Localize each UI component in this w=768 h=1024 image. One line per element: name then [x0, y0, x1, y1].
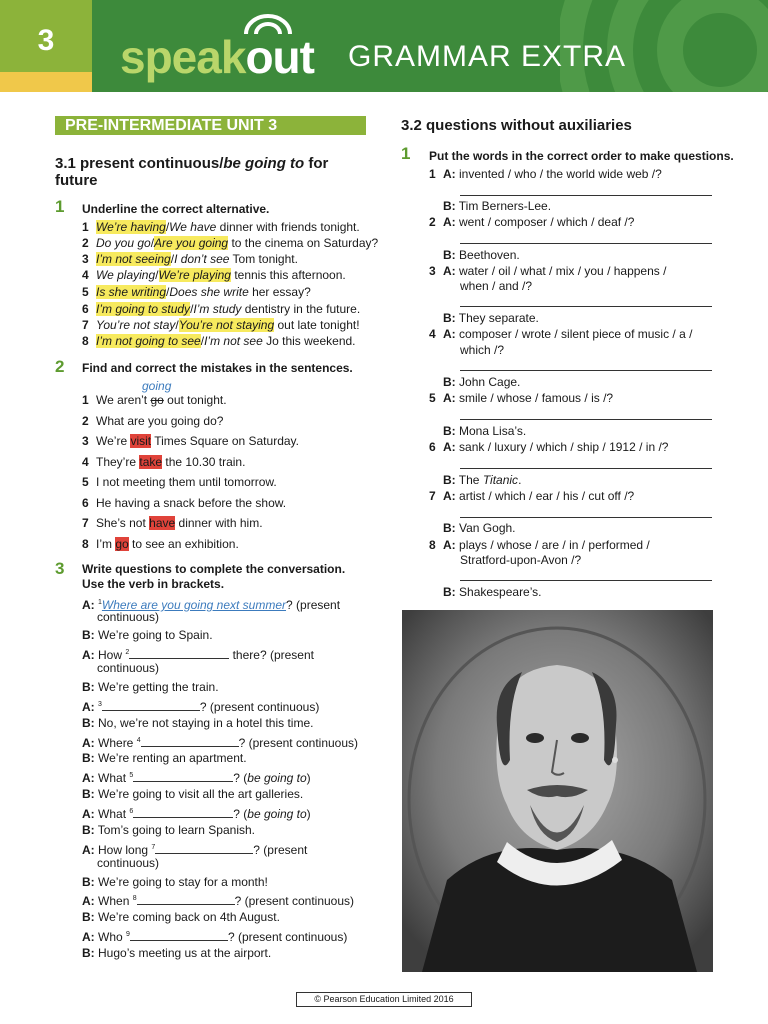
answer-item: B: Van Gogh. [443, 521, 516, 535]
exercise-3-2-1-number: 1 [401, 144, 411, 163]
exercise-1-number: 1 [55, 197, 65, 216]
question-item: 1 A: invented / who / the world wide web /? [429, 167, 662, 181]
dialogue-line: A: How $^2$ there? (present [82, 648, 314, 662]
answer-line[interactable] [460, 243, 712, 244]
question-item-cont: Stratford-upon-Avon /? [460, 553, 582, 567]
question-item: 8 A: plays / whose / are / in / performed / [429, 538, 650, 552]
answer-item: B: They separate. [443, 311, 539, 325]
question-item: 5 A: smile / whose / famous / is /? [429, 391, 614, 405]
dialogue-line: B: Tom’s going to learn Spanish. [82, 823, 256, 837]
question-item: 4 A: composer / wrote / silent piece of music / a / [429, 327, 693, 341]
dialogue-line: B: We’re coming back on 4th August. [82, 910, 280, 924]
dialogue-line: B: We’re going to stay for a month! [82, 875, 268, 889]
list-item: 6 I’m going to study/I’m study dentistry in the future. [82, 302, 361, 316]
unit-number-box [0, 0, 92, 92]
dialogue-line: A: Where $^4$ ? (present continuous) [82, 736, 359, 750]
exercise-3-number: 3 [55, 559, 65, 578]
answer-blank[interactable] [129, 647, 229, 659]
list-item: 7 She’s not have dinner with him. [82, 516, 263, 530]
speakout-logo [120, 30, 314, 84]
portrait-image [402, 610, 713, 972]
list-item: 7 You’re not stay/You’re not staying out late tonight! [82, 318, 360, 332]
answer-item: B: The Titanic. [443, 473, 522, 487]
answer-line[interactable] [460, 370, 712, 371]
answer-item: B: Beethoven. [443, 248, 520, 262]
answer-line[interactable] [460, 195, 712, 196]
unit-stripe [0, 72, 92, 92]
dialogue-line: B: No, we’re not staying in a hotel this time. [82, 716, 314, 730]
list-item: 1 We’re having/We have dinner with friends tonight. [82, 220, 360, 234]
dialogue-line: B: We’re getting the train. [82, 680, 219, 694]
shakespeare-portrait [402, 610, 713, 972]
question-item: 6 A: sank / luxury / which / ship / 1912 / in /? [429, 440, 669, 454]
answer-line[interactable] [460, 306, 712, 307]
logo-speak: speak [120, 31, 246, 83]
header-banner [0, 0, 768, 92]
answer-blank[interactable] [141, 735, 239, 747]
dialogue-line: A: $^3$ ? (present continuous) [82, 700, 320, 714]
list-item: 3 I’m not seeing/I don’t see Tom tonight. [82, 252, 298, 266]
dialogue-line-cont: continuous) [97, 661, 160, 675]
question-item: 7 A: artist / which / ear / his / cut off /? [429, 489, 635, 503]
answer-blank[interactable] [155, 842, 253, 854]
answer-line[interactable] [460, 517, 712, 518]
dialogue-line: A: Who $^9$ ? (present continuous) [82, 930, 348, 944]
dialogue-line: A: How long $^7$ ? (present [82, 843, 308, 857]
question-item: 2 A: went / composer / which / deaf /? [429, 215, 635, 229]
list-item: 5 I not meeting them until tomorrow. [82, 475, 277, 489]
dialogue-line-cont: continuous) [97, 610, 160, 624]
grammar-extra-title: GRAMMAR EXTRA [348, 40, 627, 73]
dialogue-line: A: $^1$Where are you going next summer? (present [82, 598, 341, 612]
dialogue-line: B: Hugo’s meeting us at the airport. [82, 946, 272, 960]
answer-item: B: John Cage. [443, 375, 521, 389]
section-3-1-heading: 3.1 present continuous/be going to for future [55, 155, 329, 189]
answer-blank[interactable] [133, 770, 233, 782]
dialogue-line: A: What $^5$ ? (be going to) [82, 771, 311, 785]
dialogue-line: A: What $^6$ ? (be going to) [82, 807, 311, 821]
exercise-2-number: 2 [55, 357, 65, 376]
question-item: 3 A: water / oil / what / mix / you / happens / [429, 264, 667, 278]
list-item: 8 I’m go to see an exhibition. [82, 537, 239, 551]
answer-blank[interactable] [137, 893, 235, 905]
unit-number: 3 [37, 24, 55, 57]
dialogue-line: B: We’re going to visit all the art galleries. [82, 787, 304, 801]
answer-line[interactable] [460, 580, 712, 581]
answer-item: B: Tim Berners-Lee. [443, 199, 552, 213]
list-item: 2 What are you going do? [82, 414, 224, 428]
exercise-3-2-1-instruction: Put the words in the correct order to make questions. [429, 149, 734, 163]
answer-line[interactable] [460, 419, 712, 420]
dialogue-line: B: We’re going to Spain. [82, 628, 213, 642]
answer-line[interactable] [460, 468, 712, 469]
exercise-1-instruction: Underline the correct alternative. [82, 202, 270, 216]
exercise-2-instruction: Find and correct the mistakes in the sentences. [82, 361, 353, 375]
list-item: 5 Is she writing/Does she write her essay? [82, 285, 311, 299]
dialogue-line-cont: continuous) [97, 856, 160, 870]
list-item: 3 We’re visit Times Square on Saturday. [82, 434, 299, 448]
answer-blank[interactable] [130, 929, 228, 941]
exercise-3-instruction: Write questions to complete the conversation. Use the verb in brackets. [82, 562, 346, 591]
list-item: 8 I’m not going to see/I’m not see Jo this weekend. [82, 334, 356, 348]
section-3-2-heading: 3.2 questions without auxiliaries [401, 117, 632, 134]
dialogue-line: B: We’re renting an apartment. [82, 751, 247, 765]
answer-item: B: Shakespeare’s. [443, 585, 542, 599]
answer-blank[interactable] [102, 699, 200, 711]
answer-blank[interactable] [133, 806, 233, 818]
dialogue-line: A: When $^8$ ? (present continuous) [82, 894, 355, 908]
list-item: 1 We aren’t go out tonight. [82, 393, 227, 407]
unit-heading: PRE-INTERMEDIATE UNIT 3 [55, 116, 366, 135]
correction-note: going [142, 379, 172, 393]
question-item-cont: which /? [460, 343, 505, 357]
list-item: 2 Do you go/Are you going to the cinema on Saturday? [82, 236, 379, 250]
answer-item: B: Mona Lisa’s. [443, 424, 527, 438]
list-item: 4 We playing/We’re playing tennis this afternoon. [82, 268, 346, 282]
list-item: 6 He having a snack before the show. [82, 496, 287, 510]
question-item-cont: when / and /? [460, 279, 533, 293]
list-item: 4 They’re take the 10.30 train. [82, 455, 246, 469]
copyright-footer: © Pearson Education Limited 2016 [296, 992, 472, 1007]
logo-out: out [245, 31, 314, 83]
